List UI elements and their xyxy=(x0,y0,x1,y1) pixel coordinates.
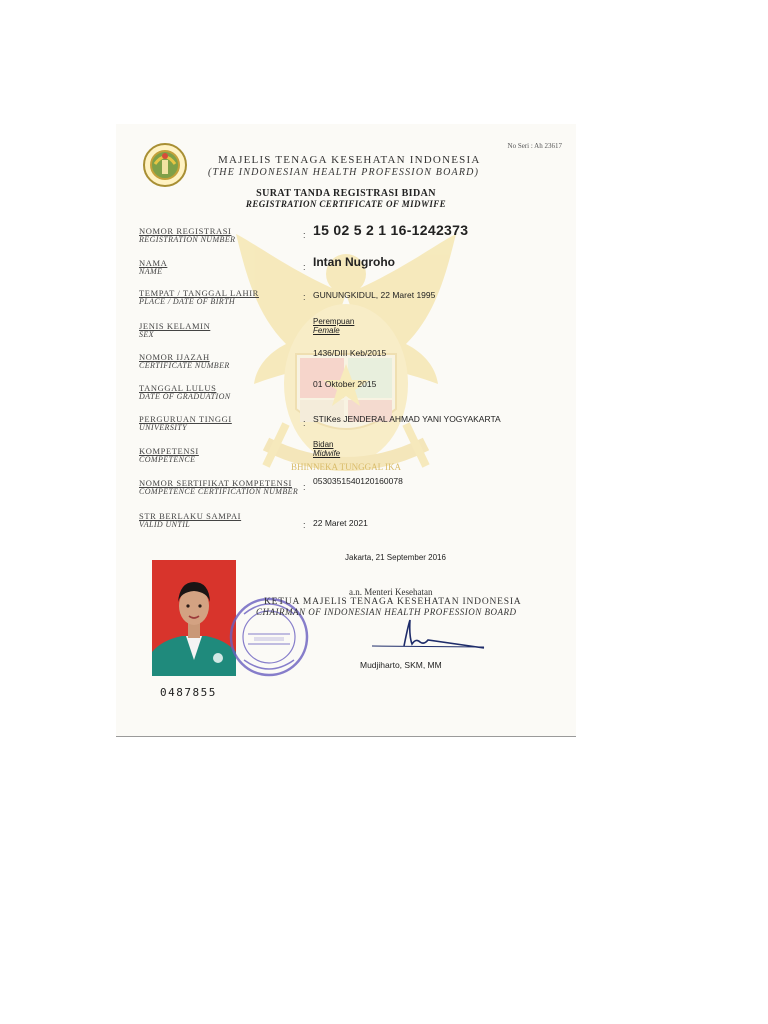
serial-number: No Seri : Ah 23617 xyxy=(507,142,562,150)
document-title-english: REGISTRATION CERTIFICATE OF MIDWIFE xyxy=(245,199,447,209)
photo-number: 0487855 xyxy=(160,686,217,699)
name-value: Intan Nugroho xyxy=(313,255,395,269)
field-label-english: CERTIFICATE NUMBER xyxy=(139,361,230,370)
field-label: PERGURUAN TINGGI xyxy=(139,414,232,424)
field-label: TANGGAL LULUS xyxy=(139,383,217,393)
field-label-english: COMPETENCE xyxy=(139,455,196,464)
board-seal-emblem xyxy=(142,142,188,188)
field-label-english: NAME xyxy=(139,267,163,276)
colon: : xyxy=(303,418,306,428)
watermark-motto: BHINNEKA TUNGGAL IKA xyxy=(291,462,401,472)
colon: : xyxy=(303,292,306,302)
signer-name: Mudjiharto, SKM, MM xyxy=(360,660,442,670)
registration-number-value: 15 02 5 2 1 16-1242373 xyxy=(313,222,469,238)
graduation-date-value: 01 Oktober 2015 xyxy=(313,379,377,389)
field-name xyxy=(139,255,559,284)
field-label: NOMOR SERTIFIKAT KOMPETENSI xyxy=(139,478,292,488)
field-label-english: SEX xyxy=(139,330,154,339)
board-title-english: (THE INDONESIAN HEALTH PROFESSION BOARD) xyxy=(208,167,480,178)
field-label-english: DATE OF GRADUATION xyxy=(139,392,231,401)
field-label: KOMPETENSI xyxy=(139,446,199,456)
field-label-english: UNIVERSITY xyxy=(139,423,187,432)
university-value: STIKes JENDERAL AHMAD YANI YOGYAKARTA xyxy=(313,414,501,424)
field-competence-certification xyxy=(139,478,559,504)
board-title: MAJELIS TENAGA KESEHATAN INDONESIA xyxy=(218,154,481,166)
competence-value xyxy=(313,440,340,458)
field-label: TEMPAT / TANGGAL LAHIR xyxy=(139,288,259,298)
sex-value-english: Female xyxy=(313,326,340,335)
field-label-english: VALID UNTIL xyxy=(139,520,191,529)
field-graduation-date xyxy=(139,379,559,409)
field-label: STR BERLAKU SAMPAI xyxy=(139,511,242,521)
sex-value-indonesian: Perempuan xyxy=(313,317,355,326)
field-sex xyxy=(139,317,559,347)
field-label: NOMOR REGISTRASI xyxy=(139,226,232,236)
competence-certification-value: 0530351540120160078 xyxy=(313,476,403,486)
field-valid-until xyxy=(139,511,559,537)
registration-certificate xyxy=(116,124,576,737)
birth-value: GUNUNGKIDUL, 22 Maret 1995 xyxy=(313,290,436,300)
field-label: NOMOR IJAZAH xyxy=(139,352,210,362)
field-label-english: COMPETENCE CERTIFICATION NUMBER xyxy=(139,487,299,496)
sex-value xyxy=(313,317,354,335)
colon: : xyxy=(303,520,306,530)
competence-value-indonesian: Bidan xyxy=(313,440,334,449)
field-registration-number xyxy=(139,222,559,252)
signature-on-behalf: a.n. Menteri Kesehatan xyxy=(349,587,433,597)
signature-title-english: CHAIRMAN OF INDONESIAN HEALTH PROFESSION BOARD xyxy=(256,607,517,617)
field-university xyxy=(139,414,559,440)
colon: : xyxy=(303,482,306,492)
document-title: SURAT TANDA REGISTRASI BIDAN xyxy=(256,188,436,199)
field-certificate-number xyxy=(139,348,559,378)
field-label: NAMA xyxy=(139,258,168,268)
signature-title: KETUA MAJELIS TENAGA KESEHATAN INDONESIA xyxy=(264,597,522,607)
field-label-english: PLACE / DATE OF BIRTH xyxy=(139,297,236,306)
field-competence xyxy=(139,440,559,472)
issue-place-date: Jakarta, 21 September 2016 xyxy=(345,553,446,562)
certificate-number-value: 1436/DIII Keb/2015 xyxy=(313,348,387,358)
handwritten-signature xyxy=(364,616,494,652)
valid-until-value: 22 Maret 2021 xyxy=(313,518,368,528)
field-label-english: REGISTRATION NUMBER xyxy=(139,235,236,244)
field-label: JENIS KELAMIN xyxy=(139,321,211,331)
holder-portrait-image xyxy=(152,560,236,676)
field-birth xyxy=(139,288,559,314)
holder-photo xyxy=(152,560,236,676)
colon: : xyxy=(303,230,306,240)
competence-value-english: Midwife xyxy=(313,449,341,458)
colon: : xyxy=(303,262,306,272)
